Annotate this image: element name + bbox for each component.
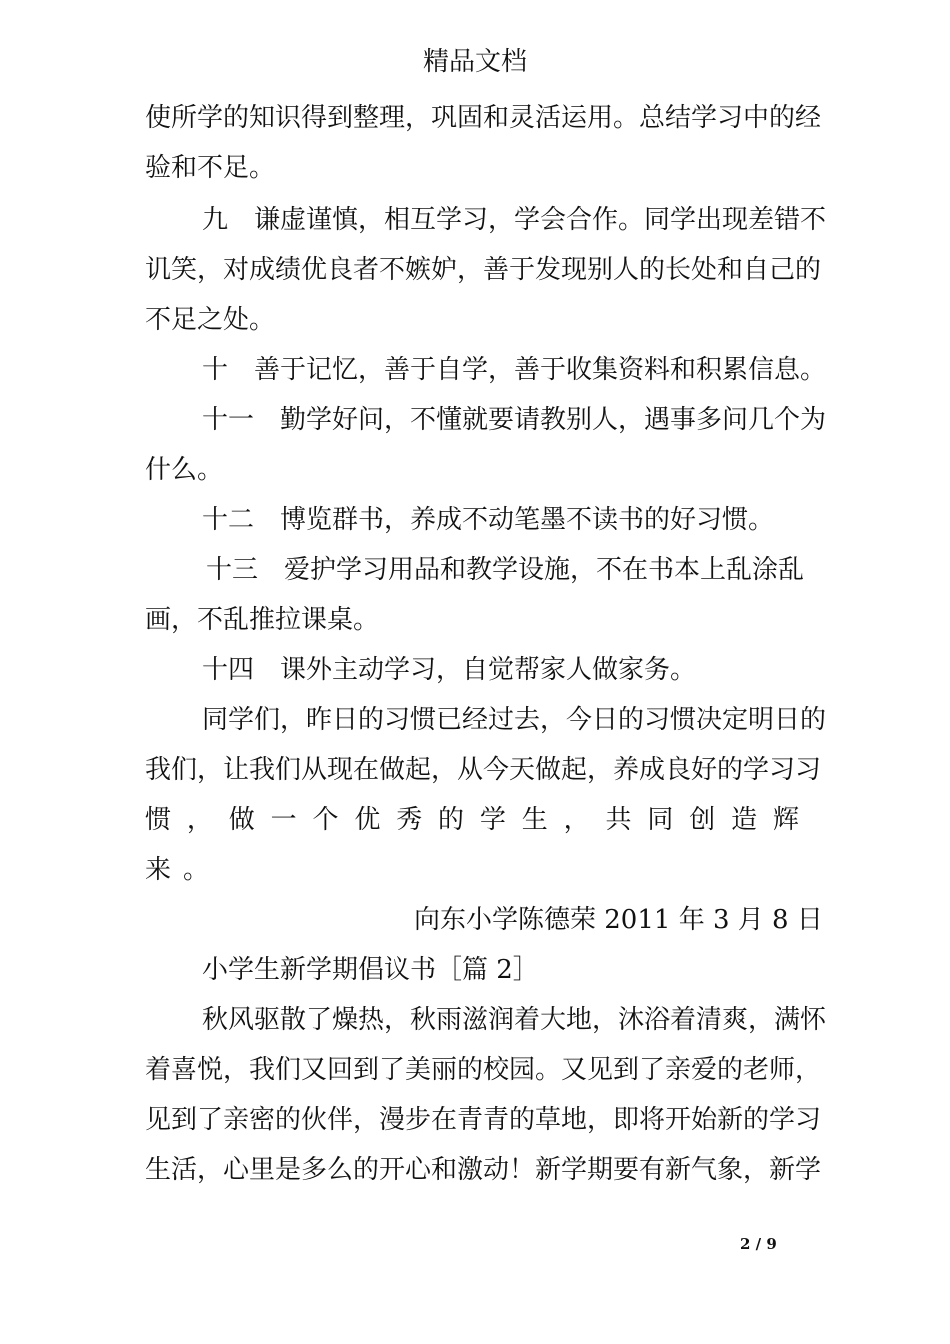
page-number: 2 / 9 [740, 1235, 777, 1253]
body-line: 十一 勤学好问，不懂就要请教别人，遇事多问几个为 [202, 405, 827, 435]
body-line: 着喜悦，我们又回到了美丽的校园。又见到了亲爱的老师， [145, 1055, 822, 1085]
body-line: 同学们，昨日的习惯已经过去，今日的习惯决定明日的 [202, 705, 827, 735]
body-line: 九 谦虚谨慎，相互学习，学会合作。同学出现差错不 [202, 205, 827, 235]
body-line: 什么。 [145, 455, 224, 485]
body-line: 生活，心里是多么的开心和激动！新学期要有新气象，新学 [145, 1155, 822, 1185]
body-line: 见到了亲密的伙伴，漫步在青青的草地，即将开始新的学习 [145, 1105, 822, 1135]
body-line: 十二 博览群书，养成不动笔墨不读书的好习惯。 [202, 505, 775, 535]
body-line: 惯，做一个优秀的学生，共同创造辉 [145, 805, 813, 835]
body-line: 讥笑，对成绩优良者不嫉妒，善于发现别人的长处和自己的 [145, 255, 822, 285]
body-line: 不足之处。 [145, 305, 276, 335]
body-line: 画，不乱推拉课桌。 [145, 605, 380, 635]
page-header: 精品文档 [422, 47, 527, 77]
body-line: 使所学的知识得到整理，巩固和灵活运用。总结学习中的经 [145, 103, 822, 133]
body-line: 来。 [145, 855, 222, 885]
body-line: 十三 爱护学习用品和教学设施，不在书本上乱涂乱 [206, 555, 805, 585]
body-line: 我们，让我们从现在做起，从今天做起，养成良好的学习习 [145, 755, 822, 785]
body-line: 十 善于记忆，善于自学，善于收集资料和积累信息。 [202, 355, 827, 385]
section-heading: 小学生新学期倡议书［篇 2］ [202, 955, 539, 985]
body-line: 验和不足。 [145, 153, 276, 183]
body-line: 秋风驱散了燥热，秋雨滋润着大地，沐浴着清爽，满怀 [202, 1005, 827, 1035]
body-line: 十四 课外主动学习，自觉帮家人做家务。 [202, 655, 697, 685]
signature-line: 向东小学陈德荣 2011 年 3 月 8 日 [414, 905, 823, 935]
